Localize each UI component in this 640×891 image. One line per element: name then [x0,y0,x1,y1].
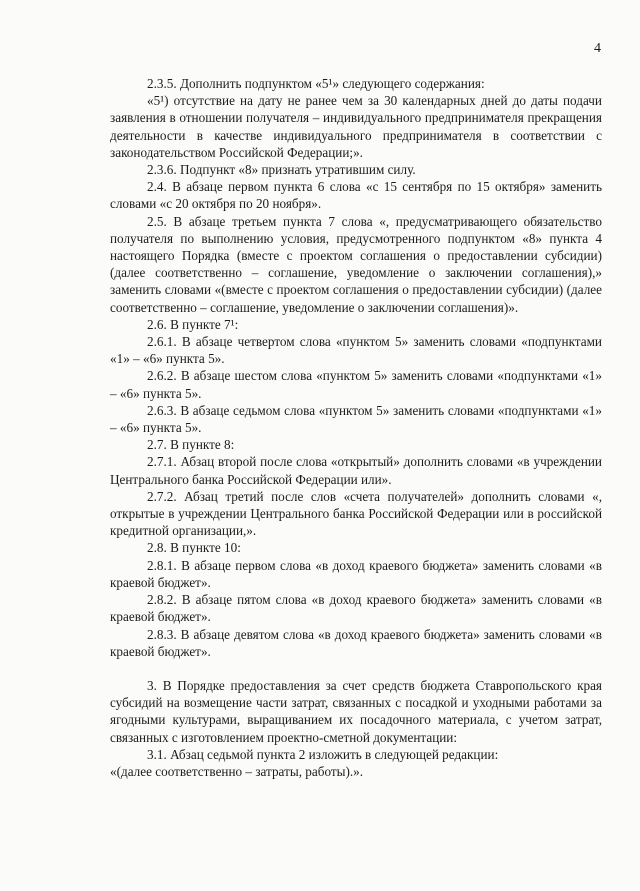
paragraph-2-7: 2.7. В пункте 8: [147,437,235,453]
paragraph-2-6-1: 2.6.1. В абзаце четвертом слова «пунктом 5» заменить словами «подпунктами «1» – «6» пункта 5». [110,334,602,367]
paragraph-2-3-6: 2.3.6. Подпункт «8» признать утратившим силу. [147,162,416,178]
paragraph-2-7-1: 2.7.1. Абзац второй после слова «открытый» дополнить словами «в учреждении Центрального банка Российской Федерации или». [110,454,602,487]
paragraph-2-5: 2.5. В абзаце третьем пункта 7 слова «, предусматривающего обязательство получателя по выполнению условия, предусмотренного подпунктом «8» пункта 4 настоящего Порядка (вместе с проектом соглашения о предоставлении субсидии) (далее соответственно – соглашение, уведомление о заключении соглашения),» заменить словами «(вместе с проектом соглашения о предоставлении субсидии) (далее соответственно – соглашение, уведомление о заключении соглашения)». [110,213,602,315]
paragraph-2-8: 2.8. В пункте 10: [147,540,241,556]
paragraph-3: 3. В Порядке предоставления за счет средств бюджета Ставропольского края субсидий на возмещение части затрат, связанных с посадкой и уходными работами за ягодными культурами, выращиванием их посадочного материала, с учетом затрат, связанных с изготовлением проектно-сметной документации: [110,677,602,745]
paragraph-2-8-1: 2.8.1. В абзаце первом слова «в доход краевого бюджета» заменить словами «в краевой бюджет». [110,557,602,590]
paragraph-2-6-3: 2.6.3. В абзаце седьмом слова «пунктом 5» заменить словами «подпунктами «1» – «6» пункта 5». [110,402,602,436]
page-number: 4 [594,41,601,56]
paragraph-2-4: 2.4. В абзаце первом пункта 6 слова «с 15 сентября по 15 октября» заменить словами «с 20 октября по 20 ноября». [110,179,602,212]
paragraph-2-6-2: 2.6.2. В абзаце шестом слова «пунктом 5» заменить словами «подпунктами «1» – «6» пункта 5». [110,368,602,401]
paragraph-5-1-text: «5¹) отсутствие на дату не ранее чем за 30 календарных дней до даты подачи заявления в отношении получателя – индивидуального предпринимателя прекращения деятельности в качестве индивидуального предпринимателя в соответствии с законодательством Российской Федерации;». [110,93,602,160]
paragraph-2-3-5: 2.3.5. Дополнить подпунктом «5¹» следующего содержания: [147,76,485,91]
paragraph-2-6: 2.6. В пункте 7¹: [147,316,239,332]
paragraph-2-8-3: 2.8.3. В абзаце девятом слова «в доход краевого бюджета» заменить словами «в краевой бюджет». [110,626,602,659]
paragraph-2-8-2: 2.8.2. В абзаце пятом слова «в доход краевого бюджета» заменить словами «в краевой бюджет». [110,592,602,625]
paragraph-3-1: 3.1. Абзац седьмой пункта 2 изложить в следующей редакции: [147,746,499,762]
paragraph-2-7-2: 2.7.2. Абзац третий после слов «счета получателей» дополнить словами «, открытые в учреждении Центрального банка Российской Федерации или в российской кредитной организации,». [110,488,602,539]
document-body [110,75,602,780]
paragraph-3-1-text: «(далее соответственно – затраты, работы).». [110,763,364,779]
